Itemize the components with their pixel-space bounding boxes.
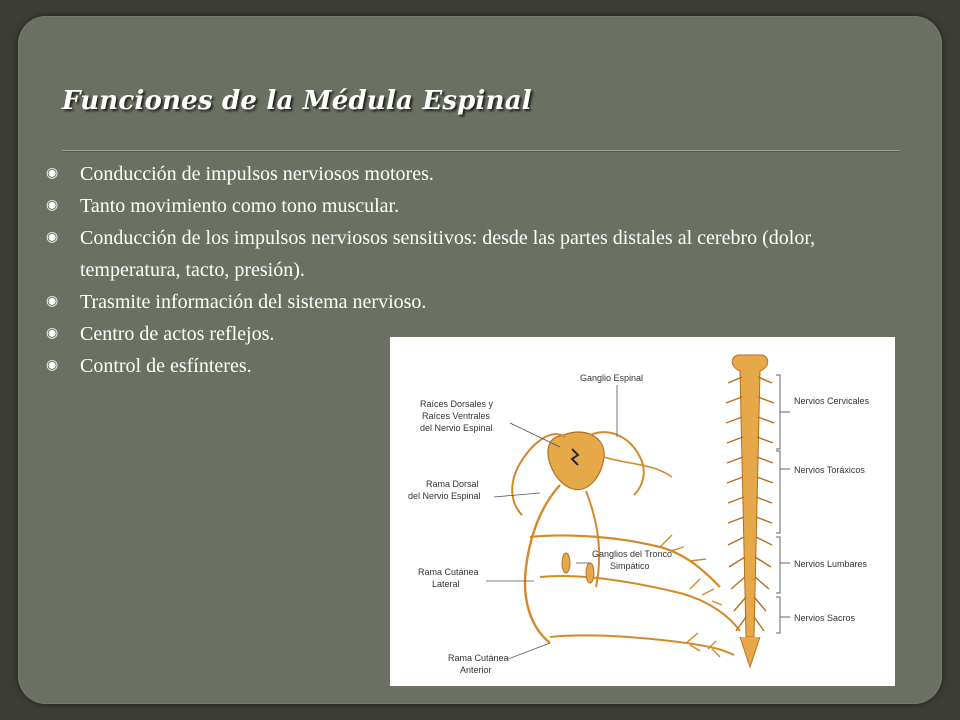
label-raices-3: del Nervio Espinal <box>420 423 493 433</box>
bullet-icon: ◉ <box>46 325 59 341</box>
title-divider <box>62 150 900 152</box>
label-rama-cutanea-anterior-2: Anterior <box>460 665 492 675</box>
bullet-text: Conducción de impulsos nerviosos motores. <box>80 163 434 185</box>
label-rama-cutanea-anterior-1: Rama Cutánea <box>448 653 509 663</box>
label-nervios-toraxicos: Nervios Toráxicos <box>794 465 865 475</box>
bullet-text: Centro de actos reflejos. <box>80 323 275 345</box>
bullet-icon: ◉ <box>46 165 59 181</box>
label-rama-cutanea-lateral-1: Rama Cutánea <box>418 567 479 577</box>
bullet-item <box>44 158 844 190</box>
label-rama-cutanea-lateral-2: Lateral <box>432 579 460 589</box>
label-nervios-sacros: Nervios Sacros <box>794 613 856 623</box>
label-rama-dorsal-1: Rama Dorsal <box>426 479 479 489</box>
spinal-nerve-anatomy <box>408 373 740 675</box>
label-rama-dorsal-2: del Nervio Espinal <box>408 491 481 501</box>
bullet-item <box>44 222 844 286</box>
bullet-icon: ◉ <box>46 357 59 373</box>
bullet-item <box>44 190 844 222</box>
label-raices-2: Raíces Ventrales <box>422 411 491 421</box>
bullet-icon: ◉ <box>46 293 59 309</box>
label-ganglio-espinal: Ganglio Espinal <box>580 373 644 383</box>
label-raices-1: Raíces Dorsales y <box>420 399 494 409</box>
spinal-column <box>726 355 870 667</box>
spinal-cord-illustration <box>390 337 895 686</box>
spinal-cord-diagram <box>390 337 895 686</box>
label-nervios-lumbares: Nervios Lumbares <box>794 559 868 569</box>
label-ganglios-tronco-1: Ganglios del Tronco <box>592 549 673 559</box>
slide-title: Funciones de la Médula Espinal <box>62 86 532 116</box>
bullet-item <box>44 286 844 318</box>
bullet-icon: ◉ <box>46 197 59 213</box>
label-ganglios-tronco-2: Simpático <box>610 561 650 571</box>
bullet-text: Conducción de los impulsos nerviosos sensitivos: desde las partes distales al cerebro (dolor, temperatura, tacto, presión). <box>80 227 816 281</box>
bullet-text: Trasmite información del sistema nervioso. <box>80 291 427 313</box>
bullet-text: Control de esfínteres. <box>80 355 252 377</box>
label-nervios-cervicales: Nervios Cervicales <box>794 396 870 406</box>
bullet-text: Tanto movimiento como tono muscular. <box>80 195 400 217</box>
bullet-icon: ◉ <box>46 229 59 245</box>
